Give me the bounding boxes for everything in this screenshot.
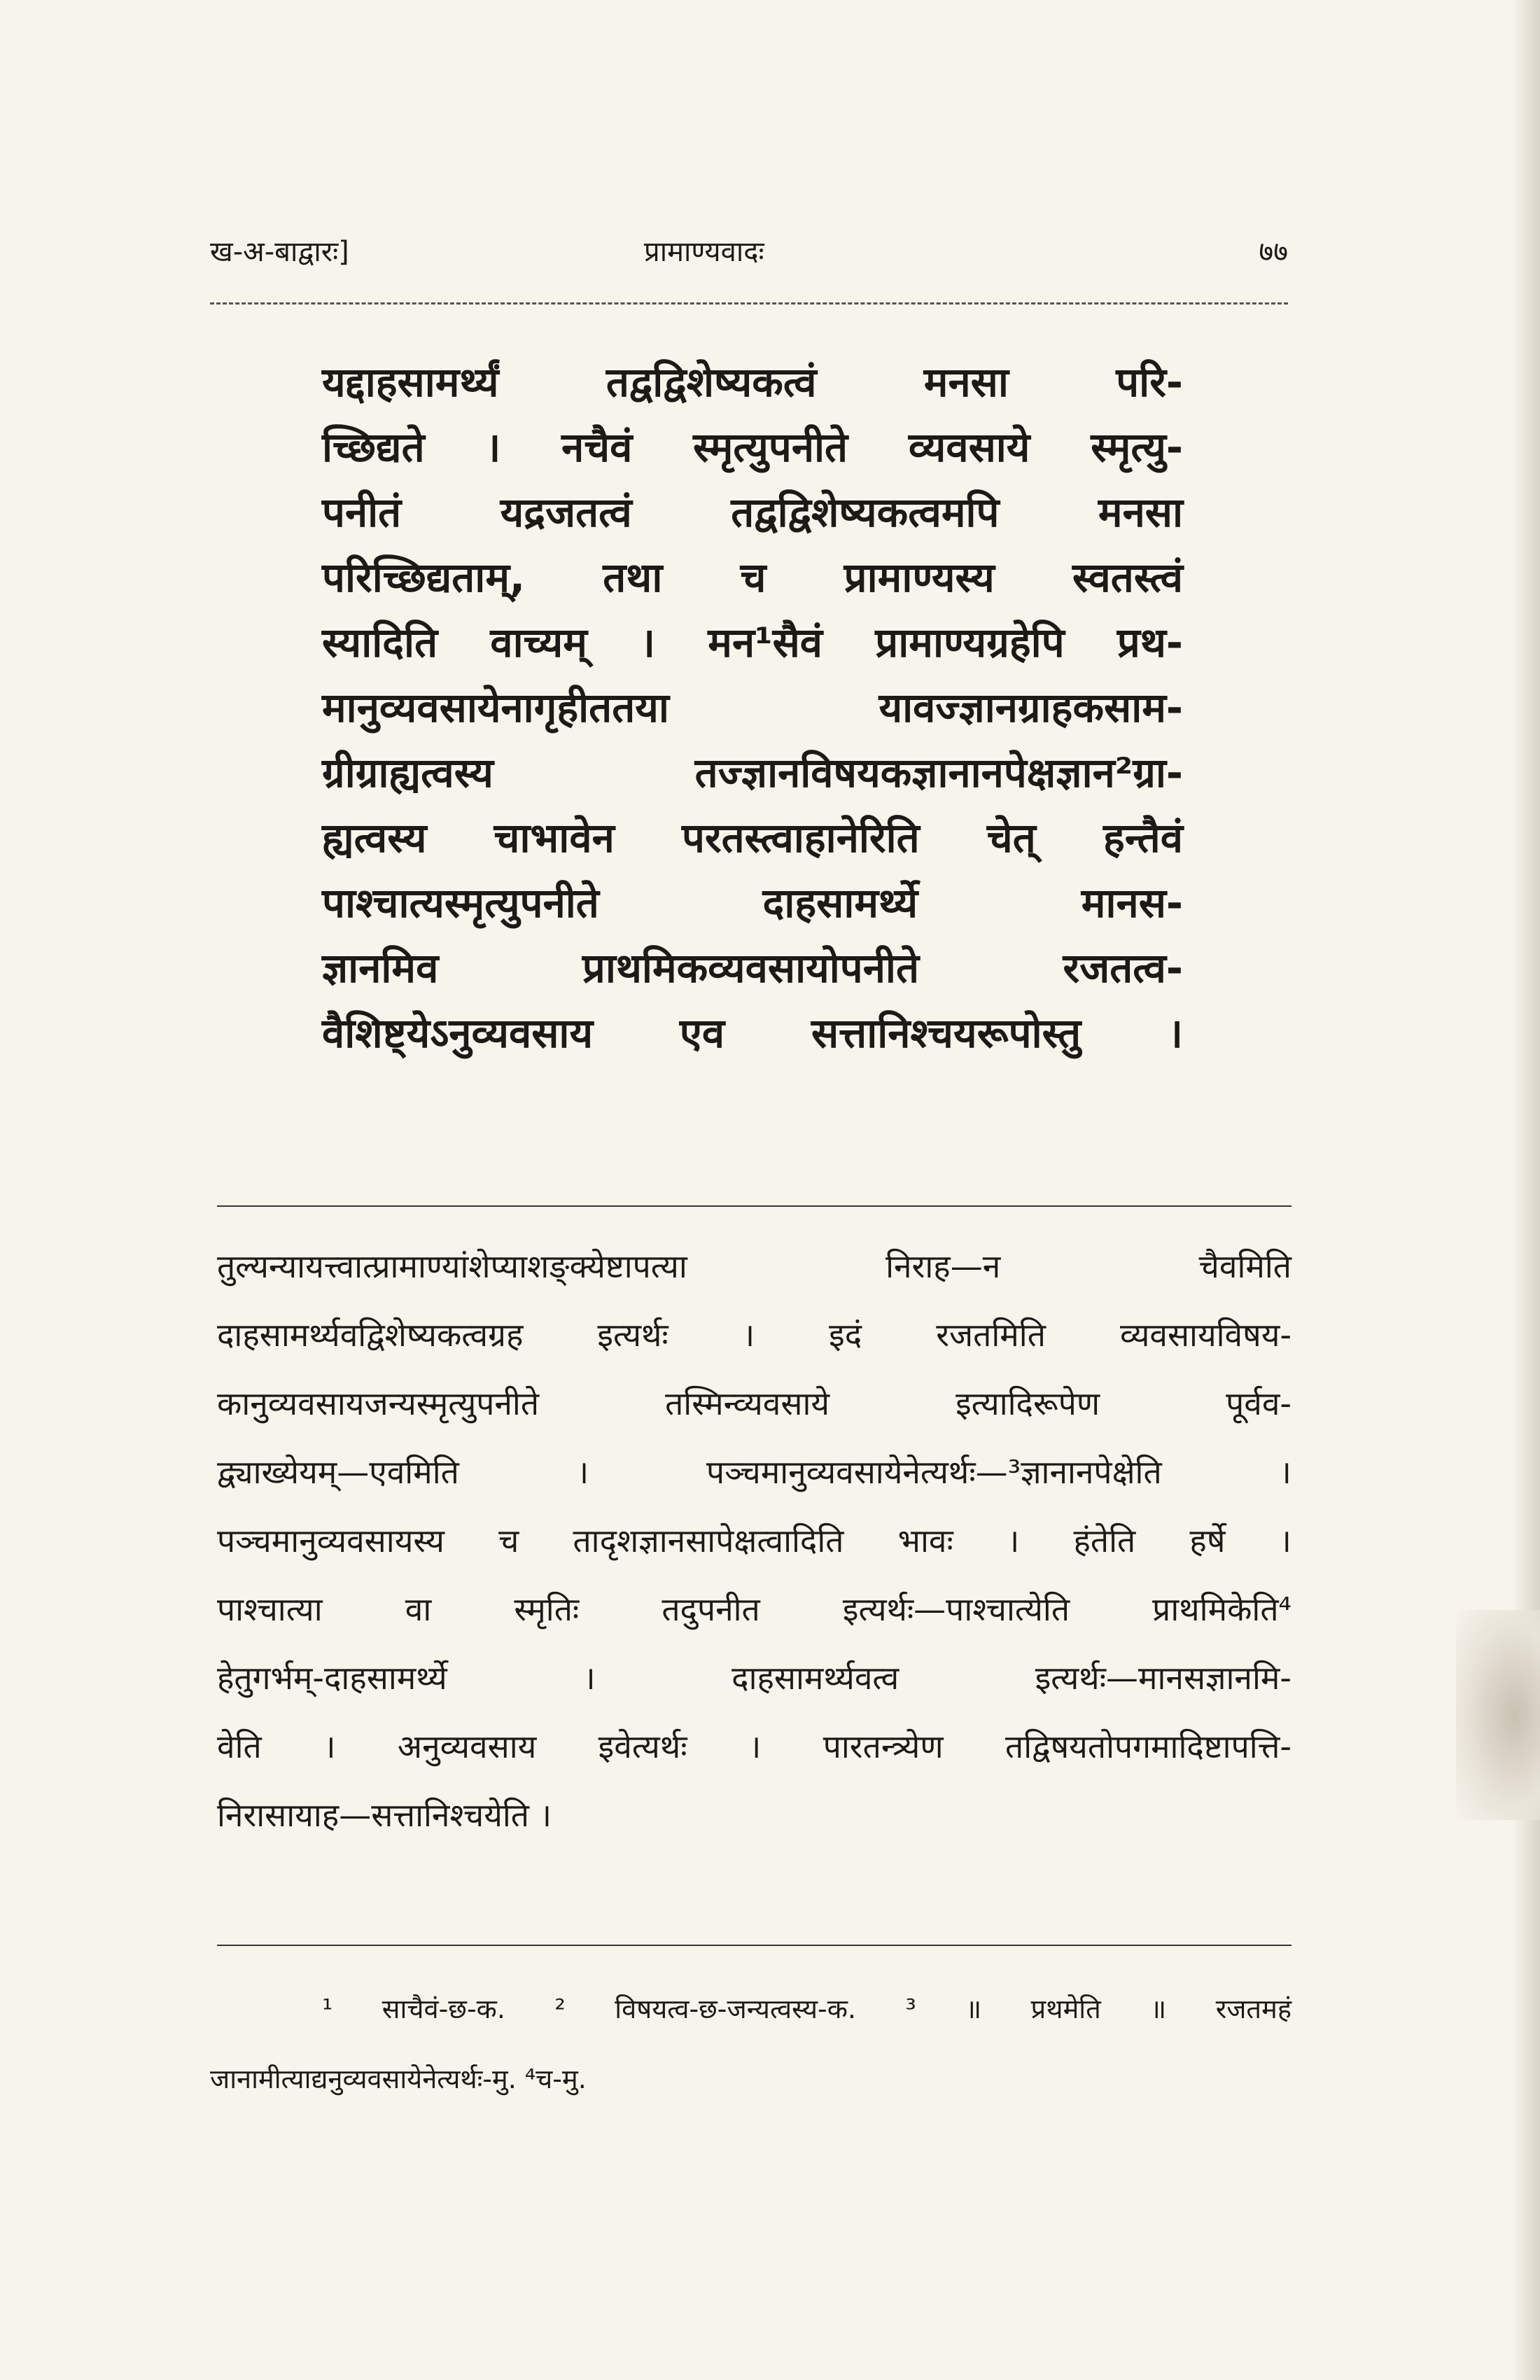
commentary-line: वेति । अनुव्यवसाय इवेत्यर्थः । पारतन्त्र्येण तद्विषयतोपगमादिष्टापत्ति- <box>217 1728 1292 1765</box>
commentary-line: तुल्यन्यायत्त्वात्प्रामाण्यांशेप्याशङ्क्येष्टापत्या निराह—न चैवमिति <box>217 1247 1292 1285</box>
main-text-line: ज्ञानमिव प्राथमिकव्यवसायोपनीते रजतत्व- <box>322 944 1183 992</box>
page-edge <box>1512 0 1540 2380</box>
commentary-line: कानुव्यवसायजन्यस्मृत्युपनीते तस्मिन्व्यवसाये इत्यादिरूपेण पूर्वव- <box>217 1385 1292 1422</box>
header-divider <box>210 302 1288 304</box>
footnote-line: जानामीत्याद्यनुव्यवसायेनेत्यर्थः-मु. ⁴च-मु. <box>210 2064 587 2094</box>
commentary-line: पञ्चमानुव्यवसायस्य च तादृशज्ञानसापेक्षत्वादिति भावः । हंतेति हर्षे । <box>217 1522 1292 1560</box>
commentary-line: दाहसामर्थ्यवद्विशेष्यकत्वग्रह इत्यर्थः । इदं रजतमिति व्यवसायविषय- <box>217 1316 1292 1354</box>
main-text <box>322 350 1183 1066</box>
main-text-line: स्यादिति वाच्यम् । मन¹सैवं प्रामाण्यग्रहेपि प्रथ- <box>322 619 1183 666</box>
main-text-line: यद्दाहसामर्थ्यं तद्वद्विशेष्यकत्वं मनसा परि- <box>322 358 1183 406</box>
torn-paper-edge <box>1456 1610 1540 1820</box>
main-text-line: परिच्छिद्यताम्, तथा च प्रामाण्यस्य स्वतस्त्वं <box>322 554 1183 601</box>
main-text-line: वैशिष्ट्येऽनुव्यवसाय एव सत्तानिश्चयरूपोस्तु । <box>322 1009 1183 1057</box>
commentary-line: निरासायाह—सत्तानिश्चयेति । <box>217 1796 552 1834</box>
main-text-line: ह्यत्वस्य चाभावेन परतस्त्वाहानेरिति चेत् हन्तैवं <box>322 814 1183 862</box>
main-text-line: पाश्चात्यस्मृत्युपनीते दाहसामर्थ्ये मानस- <box>322 879 1183 927</box>
main-text-line: ग्रीग्राह्यत्वस्य तज्ज्ञानविषयकज्ञानानपेक्षज्ञान²ग्रा- <box>322 749 1183 797</box>
header-section-label: ख-अ-बाद्वारः] <box>210 236 349 268</box>
commentary <box>217 1232 1292 1849</box>
commentary-line: द्व्याख्येयम्—एवमिति । पञ्चमानुव्यवसायेनेत्यर्थः—³ज्ञानानपेक्षेति । <box>217 1453 1292 1491</box>
main-text-line: पनीतं यद्रजतत्वं तद्वद्विशेष्यकत्वमपि मनसा <box>322 489 1183 536</box>
running-header <box>210 231 1288 287</box>
commentary-line: हेतुगर्भम्-दाहसामर्थ्ये । दाहसामर्थ्यवत्व इत्यर्थः—मानसज्ञानमि- <box>217 1659 1292 1697</box>
commentary-line: पाश्चात्या वा स्मृतिः तदुपनीत इत्यर्थः—पाश्चात्येति प्राथमिकेति⁴ <box>217 1590 1292 1628</box>
main-text-line: च्छिद्यते । नचैवं स्मृत्युपनीते व्यवसाये स्मृत्यु- <box>322 424 1183 471</box>
commentary-divider <box>217 1205 1292 1207</box>
footnote-line: ¹ साचैवं-छ-क. ² विषयत्व-छ-जन्यत्वस्य-क. ³ ॥ प्रथमेति ॥ रजतमहं <box>322 1994 1292 2024</box>
header-title: प्रामाण्यवादः <box>644 236 764 268</box>
footnote-divider <box>217 1945 1292 1946</box>
footnotes <box>210 1974 1292 2114</box>
main-text-line: मानुव्यवसायेनागृहीततया यावज्ज्ञानग्राहकसाम- <box>322 684 1183 732</box>
page-number: ७७ <box>1259 236 1288 268</box>
